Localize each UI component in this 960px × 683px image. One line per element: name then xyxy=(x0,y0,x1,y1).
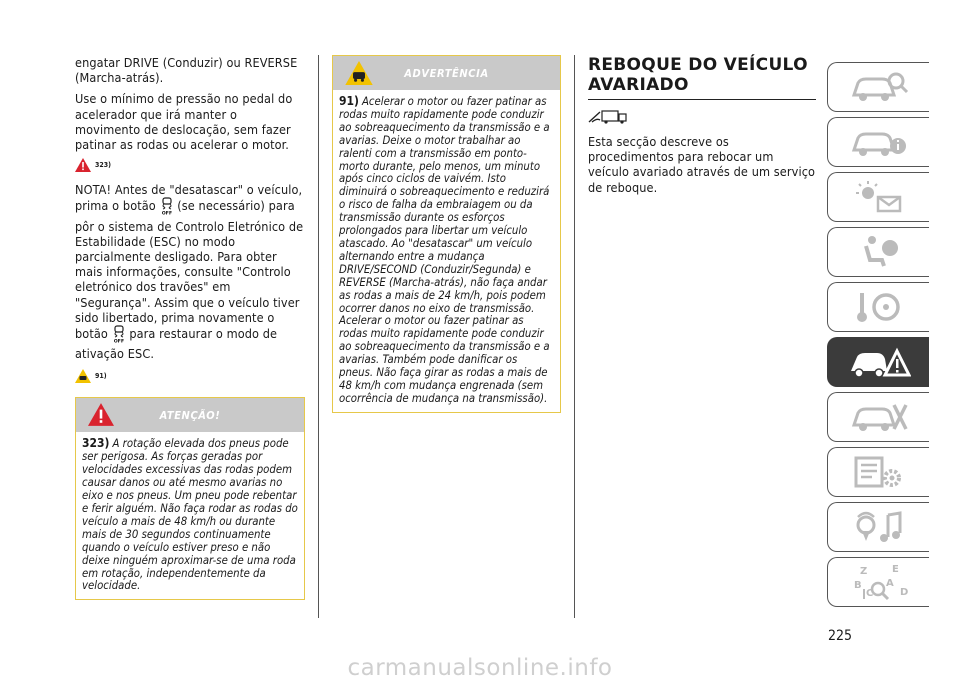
note-paragraph xyxy=(75,182,305,361)
tab-car-info[interactable] xyxy=(827,117,929,167)
tab-specs[interactable] xyxy=(827,447,929,497)
reference-number: 323) xyxy=(95,161,112,170)
esc-off-button-icon xyxy=(112,325,126,346)
specs-gear-icon xyxy=(848,454,910,490)
car-wrench-icon xyxy=(848,399,910,435)
note-text: (se necessário) para pôr o sistema de Controlo Eletrónico de Estabilidade (ESC) no modo parcialmente desligado. Para obter mais informações, consulte "Controlo eletrónico dos travões" em "Segurança". Assim que o veículo tiver sido libertado, prima novamente o botão xyxy=(75,198,304,342)
tab-airbag-seat[interactable] xyxy=(827,227,929,277)
caution-text: A rotação elevada dos pneus pode ser perigosa. As forças geradas por velocidades excessivas das rodas podem causar danos ou até mesmo avarias no eixo e nos pneus. Um pneu pode rebentar e ferir alguém. Não faça rodar as rodas do veículo a mais de 48 km/h ou durante mais de 30 segundos continuamente quando o veículo estiver preso e não deixe ninguém aproximar-se de uma roda em rotação, independentemente da velocidade. xyxy=(82,437,298,593)
svg-text:D: D xyxy=(899,587,908,598)
reference-number: 91) xyxy=(95,372,107,381)
warning-text: Acelerar o motor ou fazer patinar as rodas muito rapidamente pode conduzir ao sobreaquecimento da transmissão e a avarias. Deixe o motor trabalhar ao ralenti com a transmissão em ponto-morto durante, pelo menos, um minuto após cinco ciclos de vaivém. Isto diminuirá o sobreaquecimento e reduzirá o risco de falha da embraiagem ou da transmissão durante os esforços prolongados para libertar um veículo atascado. Ao "desatascar" um veículo alternando entre a mudança DRIVE/SECOND (Conduzir/Segunda) e REVERSE (Marcha-atrás), não faça andar as rodas a mais de 24 km/h, pois podem ocorrer danos no eixo de transmissão. Acelerar o motor ou fazer patinar as rodas muito rapidamente pode conduzir ao sobreaquecimento da transmissão e a avarias. Também pode danificar os pneus. Não faça girar as rodas a mais de 48 km/h com mudança engrenada (sem ocorrência de mudança na transmissão). xyxy=(339,95,550,405)
warning-title: ADVERTÊNCIA xyxy=(404,66,489,80)
paragraph: Use o mínimo de pressão no pedal do acelerador que irá manter o movimento de deslocação, sem fazer patinar as rodas ou acelerar o motor. xyxy=(75,91,293,153)
svg-text:OFF: OFF xyxy=(113,339,124,344)
warning-header xyxy=(333,56,560,90)
light-message-icon xyxy=(848,179,910,215)
tow-service-icon xyxy=(588,108,818,128)
svg-text:C: C xyxy=(865,588,873,599)
esc-off-button-icon xyxy=(160,197,174,218)
column-divider xyxy=(574,55,575,618)
alphabet-index-icon xyxy=(848,563,910,601)
column-middle xyxy=(332,55,561,413)
svg-text:A: A xyxy=(885,578,894,589)
caution-triangle-icon xyxy=(88,403,114,426)
note-text: para restaurar o modo de ativação ESC. xyxy=(75,326,278,362)
section-paragraph: Esta secção descreve os procedimentos para rebocar um veículo avariado através de um serviço de reboque. xyxy=(588,134,816,195)
tab-multimedia[interactable] xyxy=(827,502,929,552)
column-divider xyxy=(318,55,319,618)
key-steering-icon xyxy=(848,289,910,325)
tab-car-search[interactable] xyxy=(827,62,929,112)
caution-box xyxy=(75,397,305,600)
caution-number: 323) xyxy=(82,436,110,451)
column-left xyxy=(75,55,305,600)
note-text: NOTA! Antes de "desatascar" o veículo, prima o botão xyxy=(75,182,303,214)
warning-body xyxy=(333,90,560,412)
airbag-seat-icon xyxy=(848,234,910,270)
warning-number: 91) xyxy=(339,94,359,108)
svg-text:E: E xyxy=(891,564,899,575)
multimedia-icon xyxy=(848,509,910,545)
emergency-car-icon xyxy=(847,343,911,381)
caution-triangle-icon xyxy=(75,158,91,172)
warning-triangle-icon xyxy=(75,369,91,383)
svg-text:B: B xyxy=(853,580,862,591)
tab-emergency[interactable] xyxy=(827,337,929,387)
caution-body xyxy=(76,432,304,599)
column-right xyxy=(588,55,818,201)
tab-key-steering[interactable] xyxy=(827,282,929,332)
car-search-icon xyxy=(848,69,910,105)
watermark: carmanualsonline.info xyxy=(347,655,613,681)
chapter-tabs xyxy=(827,62,929,612)
tab-car-wrench[interactable] xyxy=(827,392,929,442)
warning-box xyxy=(332,55,561,413)
heading-underline xyxy=(588,99,816,100)
warning-triangle-icon xyxy=(345,61,373,85)
tab-index[interactable] xyxy=(827,557,929,607)
section-heading: REBOQUE DO VEÍCULO AVARIADO xyxy=(588,55,808,95)
car-info-icon xyxy=(848,124,910,160)
svg-text:Z: Z xyxy=(859,566,867,577)
tab-light-message[interactable] xyxy=(827,172,929,222)
svg-text:OFF: OFF xyxy=(161,211,172,216)
paragraph: engatar DRIVE (Conduzir) ou REVERSE (Marcha-atrás). xyxy=(75,55,298,86)
caution-title: ATENÇÃO! xyxy=(159,408,221,422)
page-number: 225 xyxy=(828,628,853,644)
warning-reference xyxy=(75,369,305,383)
caution-reference xyxy=(75,158,305,172)
caution-header xyxy=(76,398,304,432)
